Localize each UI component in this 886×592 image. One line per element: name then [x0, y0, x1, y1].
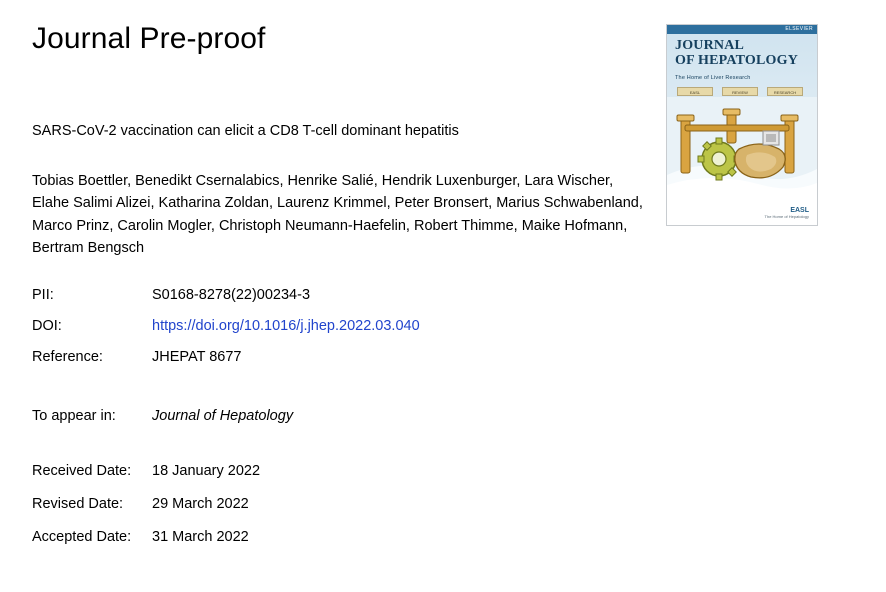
article-title: SARS-CoV-2 vaccination can elicit a CD8 T-cell dominant hepatitis [32, 123, 459, 139]
appear-in-label: To appear in: [32, 408, 116, 424]
cover-tab-strip [677, 87, 803, 96]
cover-title [675, 39, 798, 68]
cover-tab-3: RESEARCH [767, 87, 803, 96]
cover-title-line2: OF HEPATOLOGY [675, 52, 799, 68]
cover-publisher-bar: ELSEVIER [667, 25, 817, 34]
accepted-date-label: Accepted Date: [32, 528, 132, 545]
page-title: Journal Pre-proof [32, 22, 266, 55]
journal-name: Journal of Hepatology [152, 408, 294, 424]
cover-tab-2: REVIEW [722, 87, 758, 96]
doi-value [152, 317, 420, 336]
metadata-row-doi [32, 317, 652, 336]
easl-logo [765, 207, 809, 219]
reference-value: JHEPAT 8677 [152, 348, 242, 365]
metadata-block [32, 286, 652, 379]
revised-date-row [32, 495, 260, 514]
metadata-row-reference [32, 348, 652, 367]
metadata-row-pii [32, 286, 652, 305]
cover-tab-1: EASL [677, 87, 713, 96]
pii-value: S0168-8278(22)00234-3 [152, 287, 311, 303]
revised-date-label: Revised Date: [32, 495, 124, 512]
cover-title-line1: JOURNAL [675, 38, 745, 53]
dates-block [32, 462, 260, 561]
cover-artwork-icon [667, 97, 817, 205]
accepted-date-value: 31 March 2022 [152, 528, 249, 545]
revised-date-value: 29 March 2022 [152, 495, 249, 512]
doi-link[interactable]: https://doi.org/10.1016/j.jhep.2022.03.040 [152, 317, 420, 334]
appear-in-block [32, 408, 293, 424]
cover-subtitle: The Home of Liver Research [675, 75, 751, 81]
received-date-row [32, 462, 260, 481]
accepted-date-row [32, 528, 260, 547]
received-date-label: Received Date: [32, 463, 132, 479]
doi-label: DOI: [32, 317, 62, 334]
journal-cover-image [666, 24, 818, 226]
author-list: Tobias Boettler, Benedikt Csernalabics, Henrike Salié, Hendrik Luxenburger, Lara Wischer, Elahe Salimi Alizei, Katharina Zoldan, Laurenz Krimmel, Peter Bronsert, Marius Schwabenland, Marco Prinz, Carolin Mogler, Christoph Neumann-Haefelin, Robert Thimme, Maike Hofmann, Bertram Bengsch [32, 173, 643, 257]
pii-label: PII: [32, 287, 54, 303]
easl-logo-text: EASL [790, 206, 809, 214]
reference-label: Reference: [32, 348, 103, 365]
received-date-value: 18 January 2022 [152, 463, 261, 479]
easl-logo-subtext: The Home of Hepatology [764, 213, 809, 219]
